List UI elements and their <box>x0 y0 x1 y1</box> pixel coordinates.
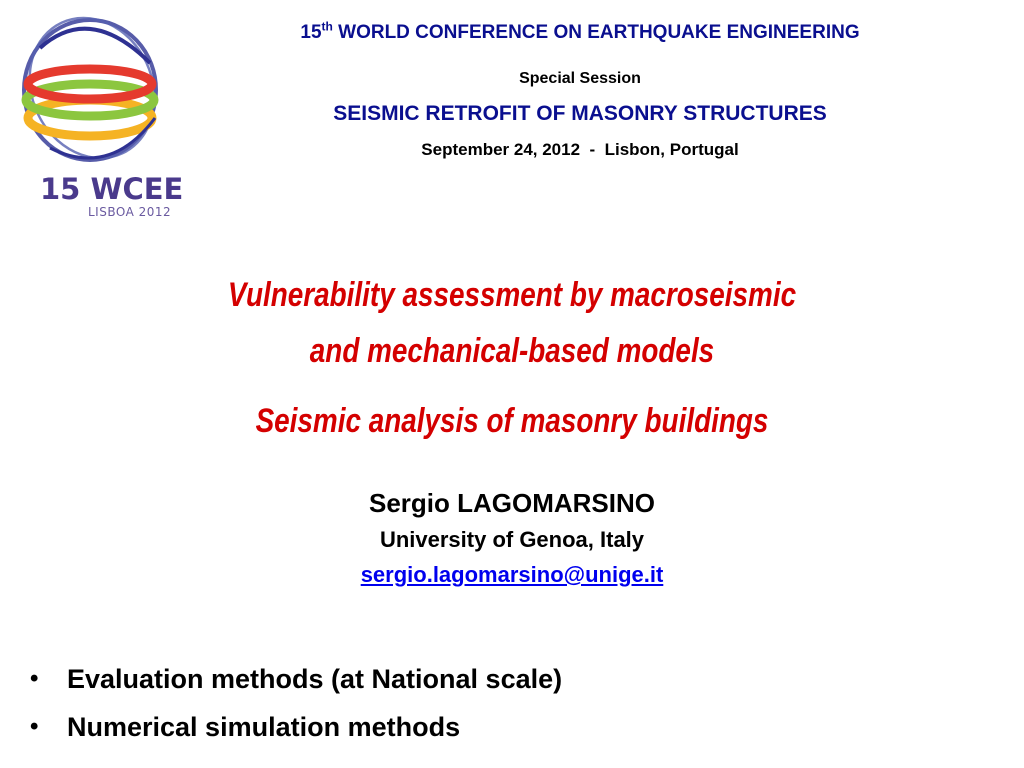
list-item-text: Evaluation methods (at National scale) <box>67 664 563 694</box>
author-name: Sergio LAGOMARSINO <box>368 488 655 518</box>
conference-title <box>170 19 990 44</box>
author-affiliation: University of Genoa, Italy <box>379 527 645 552</box>
bullet-icon: • <box>30 665 39 692</box>
bullet-icon: • <box>30 713 39 740</box>
logo-location-year: LISBOA 2012 <box>88 205 172 219</box>
15wcee-logo-rings-icon <box>10 8 170 173</box>
presentation-title-line2: and mechanical-based models <box>309 332 715 370</box>
list-item <box>30 703 562 751</box>
conference-logo <box>10 8 184 219</box>
author-email-link[interactable]: sergio.lagomarsino@unige.it <box>360 562 664 587</box>
presentation-title-line1: Vulnerability assessment by macroseismic <box>227 276 797 314</box>
conference-number: 15 <box>300 22 322 43</box>
session-label: Special Session <box>519 70 641 87</box>
conference-name: WORLD CONFERENCE ON EARTHQUAKE ENGINEERING <box>332 22 860 43</box>
conference-ordinal-suffix: th <box>321 19 333 34</box>
author-email <box>0 562 1024 588</box>
topic-list <box>30 655 562 751</box>
session-date-location: September 24, 2012 - Lisbon, Portugal <box>421 140 739 159</box>
presentation-subtitle: Seismic analysis of masonry buildings <box>255 402 769 440</box>
logo-wordmark: 15 WCEE <box>40 172 184 206</box>
list-item-text: Numerical simulation methods <box>67 712 461 742</box>
list-item <box>30 655 562 703</box>
session-title: SEISMIC RETROFIT OF MASONRY STRUCTURES <box>333 102 827 125</box>
